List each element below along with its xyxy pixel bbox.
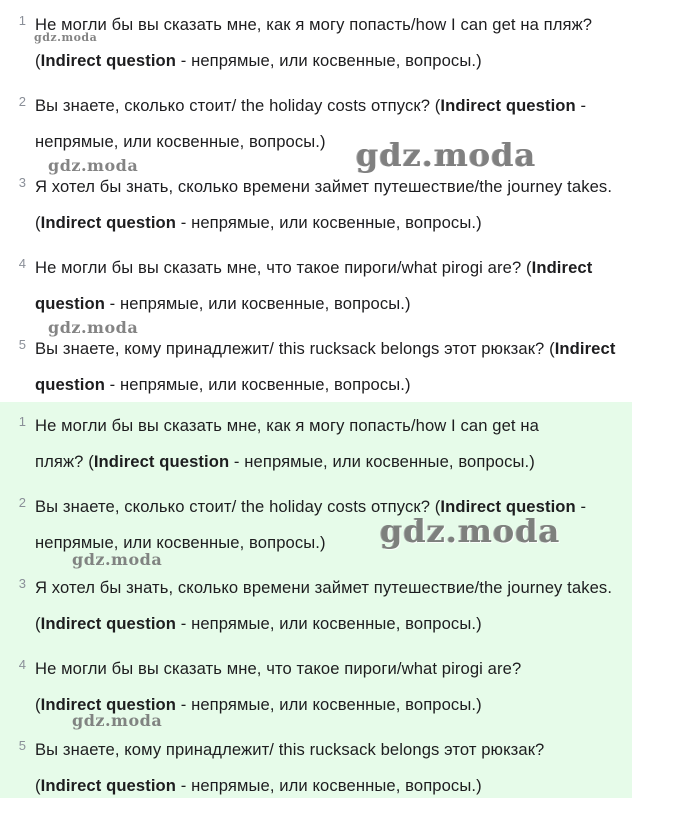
item-text: Я хотел бы знать, сколько времени займет путешествие/the journey takes. (Indirect question - непрямые, или косвенные, вопросы.) — [35, 578, 613, 633]
item-number: 4 — [18, 657, 26, 672]
item-text: Вы знаете, кому принадлежит/ this rucksack belongs этот рюкзак? (Indirect question - непрямые, или косвенные, вопросы.) — [35, 339, 616, 394]
watermark: gdz.moda — [48, 318, 139, 337]
item-number: 2 — [18, 495, 26, 510]
item-number: 3 — [18, 175, 26, 190]
item-number: 1 — [18, 414, 26, 429]
item-text: Не могли бы вы сказать мне, что такое пироги/what pirogi are? (Indirect question - непрямые, или косвенные, вопросы.) — [35, 659, 522, 714]
item-text: Вы знаете, сколько стоит/ the holiday costs отпуск? (Indirect question - непрямые, или косвенные, вопросы.) — [35, 497, 587, 552]
item-number: 1 — [18, 13, 26, 28]
watermark: gdz.moda — [34, 31, 98, 44]
item-text: Вы знаете, сколько стоит/ the holiday costs отпуск? (Indirect question - непрямые, или косвенные, вопросы.) — [35, 96, 587, 151]
item-number: 4 — [18, 256, 26, 271]
watermark: gdz.moda — [356, 136, 537, 174]
item-text: Я хотел бы знать, сколько времени займет путешествие/the journey takes. (Indirect question - непрямые, или косвенные, вопросы.) — [35, 177, 613, 232]
watermark: gdz.moda — [380, 512, 561, 550]
watermark: gdz.moda — [72, 711, 163, 730]
watermark: gdz.moda — [48, 156, 139, 175]
item-text: Не могли бы вы сказать мне, что такое пироги/what pirogi are? (Indirect question - непрямые, или косвенные, вопросы.) — [35, 258, 593, 313]
answer-list-white — [0, 0, 680, 402]
item-text: Не могли бы вы сказать мне, как я могу попасть/how I can get на пляж? (Indirect question - непрямые, или косвенные, вопросы.) — [35, 15, 593, 70]
item-number: 5 — [18, 738, 26, 753]
item-number: 5 — [18, 337, 26, 352]
item-number: 2 — [18, 94, 26, 109]
watermark: gdz.moda — [72, 550, 163, 569]
item-text: Не могли бы вы сказать мне, как я могу попасть/how I can get на пляж? (Indirect question - непрямые, или косвенные, вопросы.) — [35, 416, 539, 471]
answer-list-green — [0, 402, 632, 798]
item-text: Вы знаете, кому принадлежит/ this rucksack belongs этот рюкзак? (Indirect question - непрямые, или косвенные, вопросы.) — [35, 740, 545, 795]
item-number: 3 — [18, 576, 26, 591]
